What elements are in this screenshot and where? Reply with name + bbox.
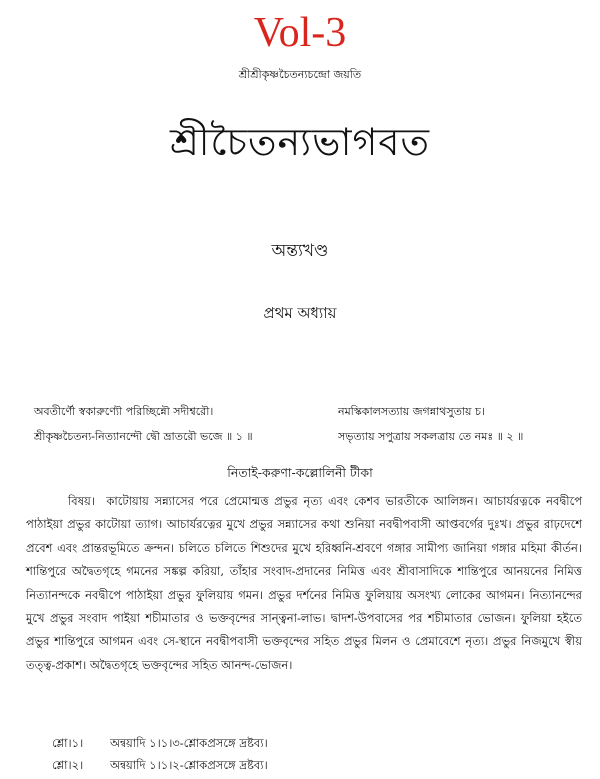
commentary-heading: নিতাই-করুণা-কল্লোলিনী টীকা — [227, 465, 373, 480]
chapter-heading: প্রথম অধ্যায় — [263, 304, 337, 322]
volume-label: Vol-3 — [253, 10, 347, 56]
reference-line-1 — [52, 735, 268, 754]
reference-text: অন্বয়াদি ১।১।৩-শ্লোকপ্রসঙ্গে দ্রষ্টব্য। — [110, 736, 268, 750]
verse-line-1-left: অবতীর্ণৌ স্বকারুণ্যৌ পরিচ্ছিন্নৌ সদীশ্বরৌ। — [34, 405, 214, 418]
book-title: শ্রীচৈতন্যভাগবত — [169, 120, 431, 164]
reference-line-2 — [52, 757, 268, 776]
khanda-heading: অন্ত্যখণ্ড — [271, 241, 329, 261]
verse-line-2-right: সভৃত্যায় সপুত্রায় সকলত্রায় তে নমঃ ॥ ২ ॥ — [338, 430, 524, 443]
synopsis-label: বিষয়। — [68, 494, 95, 508]
verse-line-2-left: শ্রীকৃষ্ণচৈতন্য-নিত্যানন্দৌ দ্বৌ ভ্রাতরৌ ভজে ॥ ১ ॥ — [34, 430, 253, 443]
verse-line-1-right: নমস্কিকালসত্যায় জগন্নাথসুতায় চ। — [338, 405, 485, 418]
reference-text: অন্বয়াদি ১।১।২-শ্লোকপ্রসঙ্গে দ্রষ্টব্য। — [110, 758, 268, 772]
reference-label: শ্লো।২। — [52, 758, 84, 772]
invocation-line: শ্রীশ্রীকৃষ্ণচৈতন্যচন্দ্রো জয়তি — [238, 68, 362, 81]
reference-label: শ্লো।১। — [52, 736, 84, 750]
synopsis-text: কাটোয়ায় সন্ন্যাসের পরে প্রেমোন্মত্ত প্রভুর নৃত্য এবং কেশব ভারতীকে আলিঙ্গন। আচার্যরত্নকে নবদ্বীপে পাঠাইয়া প্রভুর কাটোয়া ত্যাগ। আচার্যরত্নের মুখে প্রভুর সন্ন্যাসের কথা শুনিয়া নবদ্বীপবাসী আপ্তবর্গের দুঃখ। প্রভুর রাঢ়দেশে প্রবেশ এবং প্রান্তরভূমিতে ক্রন্দন। চলিতে চলিতে শিশুদের মুখে হরিধ্বনি-শ্রবণে গঙ্গার সামীপ্য জানিয়া গঙ্গার মহিমা কীর্তন। শান্তিপুরে অদ্বৈতগৃহে গমনের সঙ্কল্প করিয়া, তাঁহার সংবাদ-প্রদানের নিমিত্ত এবং শ্রীবাসাদিকে শান্তিপুরে আনয়নের নিমিত্ত নিত্যানন্দকে নবদ্বীপে পাঠাইয়া প্রভুর ফুলিয়ায় গমন। প্রভুর দর্শনের নিমিত্ত ফুলিয়ায় অসংখ্য লোকের আগমন। নিত্যানন্দের মুখে প্রভুর সংবাদ পাইয়া শচীমাতার ও ভক্তবৃন্দের সান্ত্বনা-লাভ। দ্বাদশ-উপবাসের পর শচীমাতার ভোজন। ফুলিয়া হইতে প্রভুর শান্তিপুরে আগমন এবং সে-স্থানে নবদ্বীপবাসী ভক্তবৃন্দের সহিত প্রভুর মিলন ও প্রেমাবেশে নৃত্য। প্রভুর নিজমুখে স্বীয় তত্ত্ব-প্রকাশ। অদ্বৈতগৃহে ভক্তবৃন্দের সহিত আনন্দ-ভোজন। — [26, 494, 582, 672]
synopsis-paragraph — [26, 490, 582, 677]
